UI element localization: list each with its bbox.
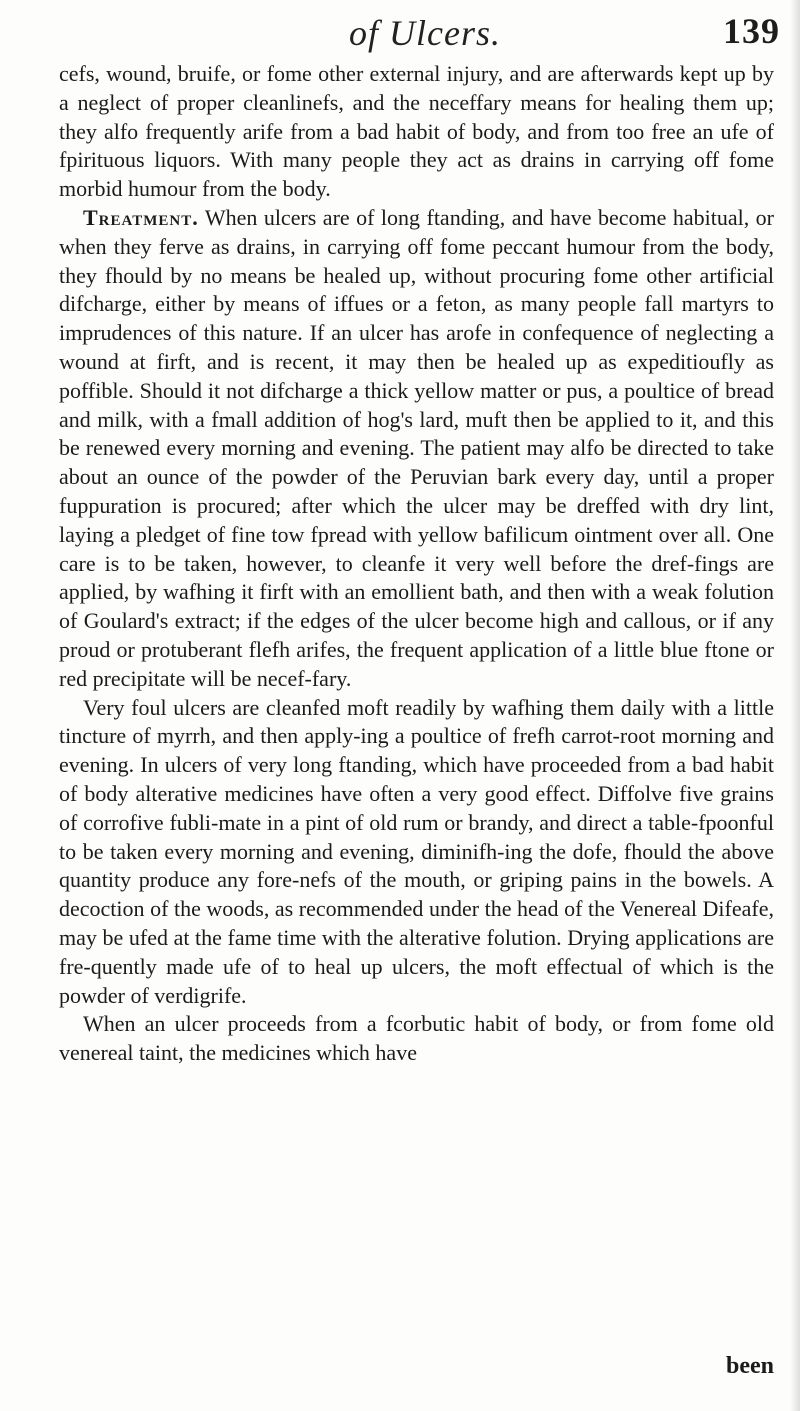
running-head: of Ulcers. [349, 13, 501, 53]
section-heading-treatment: Treatment. [83, 204, 199, 230]
page-header [70, 6, 780, 52]
paragraph-treatment-text: When ulcers are of long ftanding, and have become habitual, or when they ferve as drains, in carrying off fome peccant humour from the body, they fhould by no means be healed up, without procuring fome other artificial difcharge, either by means of iffues or a feton, as many people fall martyrs to imprudences of this nature. If an ulcer has arofe in confequence of neglecting a wound at firft, and is recent, it may then be healed up as expeditioufly as poffible. Should it not difcharge a thick yellow matter or pus, a poultice of bread and milk, with a fmall addition of hog's lard, muft then be applied to it, and this be renewed every morning and evening. The patient may alfo be directed to take about an ounce of the powder of the Peruvian bark every day, until a proper fuppuration is procured; after which the ulcer may be dreffed with dry lint, laying a pledget of fine tow fpread with yellow bafilicum ointment over all. One care is to be taken, however, to cleanfe it very well before the dref-fings are applied, by wafhing it firft with an emollient bath, and then with a weak folution of Goulard's extract; if the edges of the ulcer become high and callous, or if any proud or protuberant flefh arifes, the frequent application of a little blue ftone or red precipitate will be necef-fary. [59, 204, 775, 691]
body-text [59, 60, 774, 1068]
paragraph-scorbutic-ulcers: When an ulcer proceeds from a fcorbutic habit of body, or from fome old venereal taint, the medicines which have [59, 1011, 774, 1066]
paragraph-treatment [59, 204, 774, 694]
page-number: 139 [723, 11, 780, 51]
catchword: been [726, 1353, 774, 1379]
paragraph-causes: cefs, wound, bruife, or fome other external injury, and are afterwards kept up by a neglect of proper cleanlinefs, and the neceffary means for healing them up; they alfo frequently arife from a bad habit of body, and from too free an ufe of fpirituous liquors. With many people they act as drains in carrying off fome morbid humour from the body. [59, 61, 774, 202]
page-edge-shadow [790, 0, 800, 1411]
paragraph-foul-ulcers: Very foul ulcers are cleanfed moft readily by wafhing them daily with a little tincture of myrrh, and then apply-ing a poultice of frefh carrot-root morning and evening. In ulcers of very long ftanding, which have proceeded from a bad habit of body alterative medicines have often a very good effect. Diffolve five grains of corrofive fubli-mate in a pint of old rum or brandy, and direct a table-fpoonful to be taken every morning and evening, diminifh-ing the dofe, fhould the above quantity produce any fore-nefs of the mouth, or griping pains in the bowels. A decoction of the woods, as recommended under the head of the Venereal Difeafe, may be ufed at the fame time with the alterative folution. Drying applications are fre-quently made ufe of to heal up ulcers, the moft effectual of which is the powder of verdigrife. [59, 694, 774, 1008]
